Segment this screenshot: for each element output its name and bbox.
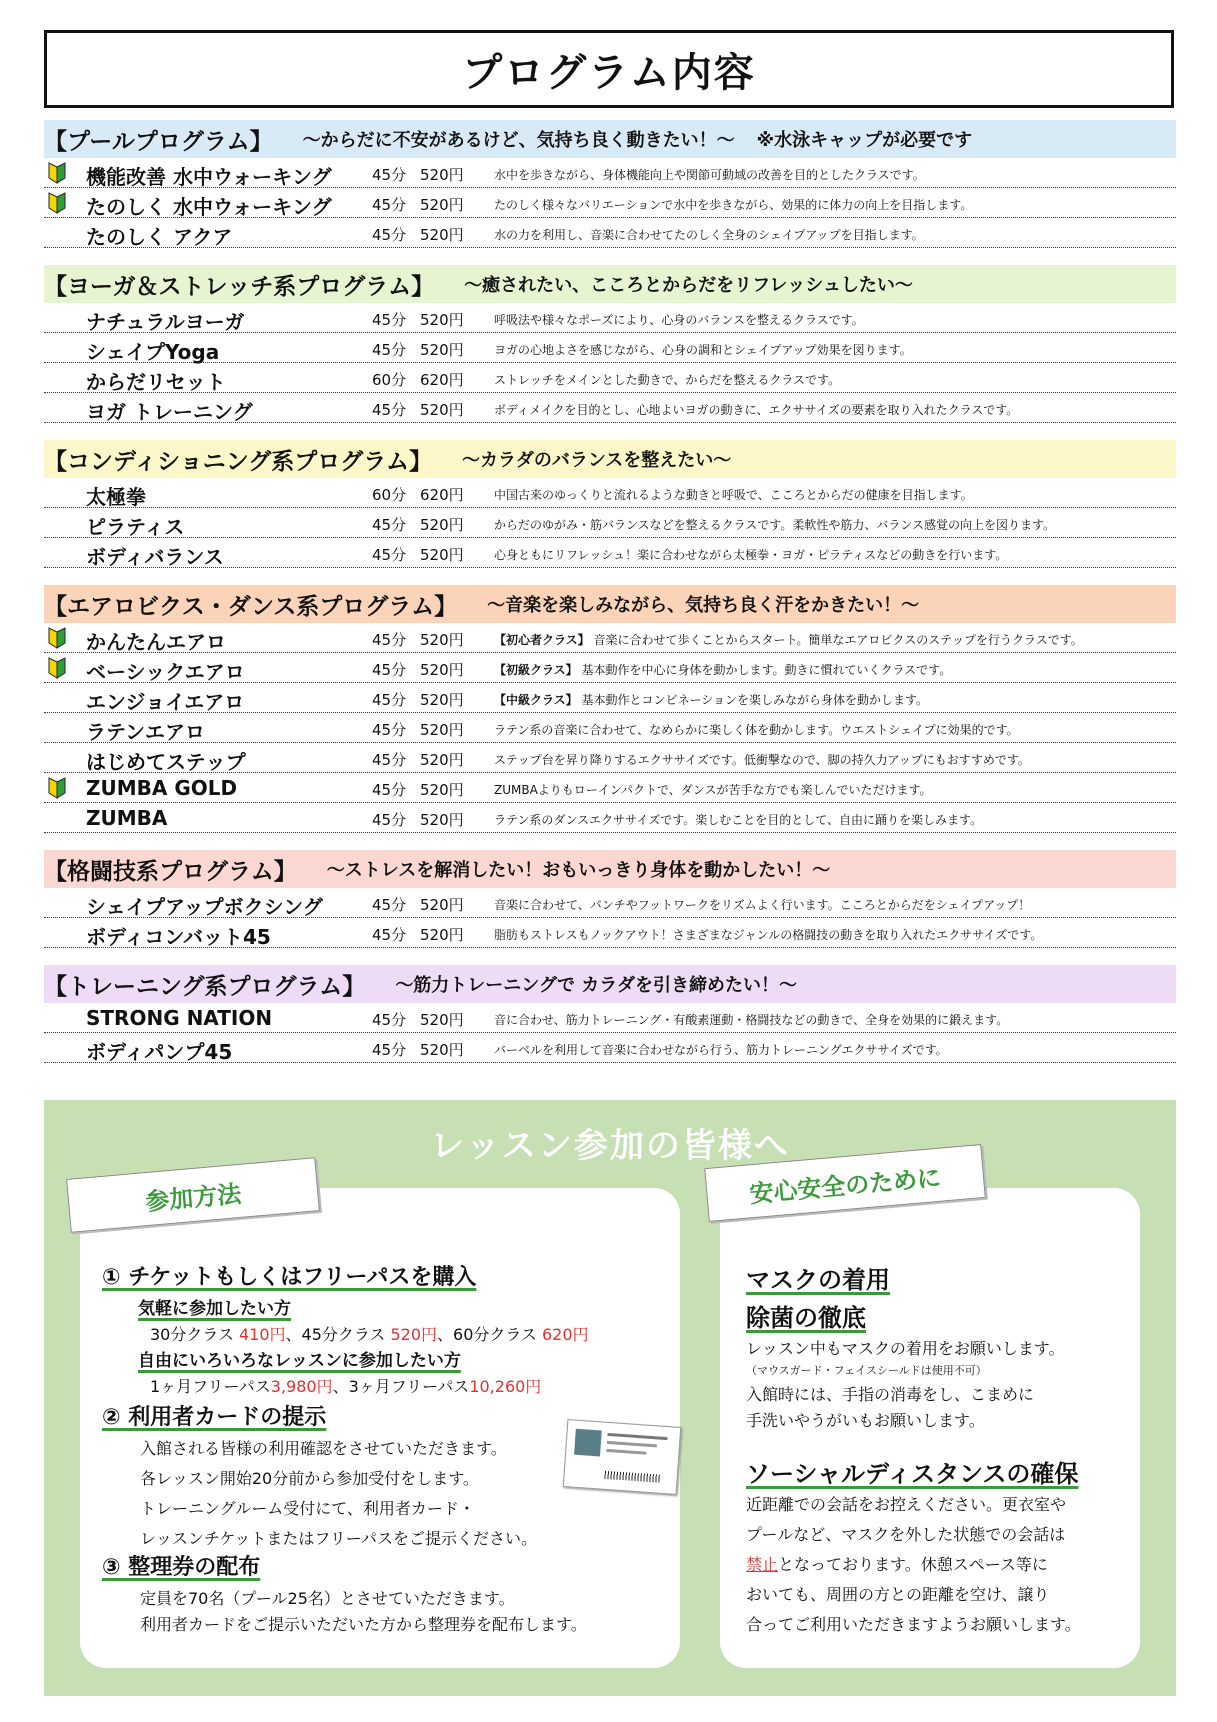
freepass-prices: 1ヶ月フリーパス3,980円、3ヶ月フリーパス10,260円 bbox=[150, 1377, 542, 1396]
distance-text-1: 近距離での会話をお控えください。更衣室や bbox=[746, 1495, 1067, 1514]
program-price: 520円 bbox=[420, 341, 464, 359]
section-subtitle: 〜筋力トレーニングで カラダを引き締めたい！〜 bbox=[395, 975, 798, 996]
casual-heading: 気軽に参加したい方 bbox=[138, 1299, 291, 1319]
program-duration: 45分 bbox=[372, 691, 407, 709]
program-row bbox=[44, 888, 1176, 918]
program-price: 520円 bbox=[420, 896, 464, 914]
section-header bbox=[44, 850, 1176, 888]
program-duration: 45分 bbox=[372, 166, 407, 184]
program-description bbox=[494, 226, 924, 243]
distance-heading: ソーシャルディスタンスの確保 bbox=[746, 1460, 1079, 1488]
program-description bbox=[494, 926, 1042, 943]
section-title: 【格闘技系プログラム】 bbox=[44, 858, 297, 885]
ticket-text-2: 利用者カードをご提示いただいた方から整理券を配布します。 bbox=[140, 1615, 587, 1634]
program-name: ボディバランス bbox=[86, 545, 224, 569]
program-description bbox=[494, 781, 932, 798]
program-row bbox=[44, 653, 1176, 683]
freepass-heading: 自由にいろいろなレッスンに参加したい方 bbox=[138, 1351, 461, 1371]
safety-text-1: レッスン中もマスクの着用をお願いします。 bbox=[746, 1339, 1065, 1358]
section-subtitle: 〜癒されたい、こころとからだをリフレッシュしたい〜 bbox=[464, 275, 913, 296]
section-title: 【プールプログラム】 bbox=[44, 128, 273, 155]
distance-text-2: プールなど、マスクを外した状態での会話は bbox=[746, 1525, 1066, 1544]
safety-banner: 安心安全のために bbox=[704, 1144, 986, 1222]
program-section bbox=[44, 585, 1176, 833]
description-text: 基本動作を中心に身体を動かします。動きに慣れていくクラスです。 bbox=[581, 663, 952, 677]
program-duration: 60分 bbox=[372, 371, 407, 389]
program-price: 520円 bbox=[420, 661, 464, 679]
program-duration: 45分 bbox=[372, 226, 407, 244]
program-section bbox=[44, 120, 1176, 248]
program-name: ボディパンプ45 bbox=[86, 1040, 233, 1064]
beginner-mark-icon bbox=[48, 777, 66, 799]
program-name: ボディコンバット45 bbox=[86, 925, 271, 949]
card-text-3: トレーニングルーム受付にて、利用者カード・ bbox=[140, 1499, 475, 1518]
sanitize-heading: 除菌の徹底 bbox=[746, 1304, 866, 1332]
distance-text-4: おいても、周囲の方との距離を空け、譲り bbox=[746, 1585, 1050, 1604]
beginner-mark-icon bbox=[48, 162, 66, 184]
description-text: ヨガの心地よさを感じながら、心身の調和とシェイプアップ効果を図ります。 bbox=[494, 343, 912, 357]
program-duration: 45分 bbox=[372, 896, 407, 914]
program-duration: 45分 bbox=[372, 196, 407, 214]
card-text-4: レッスンチケットまたはフリーパスをご提示ください。 bbox=[140, 1529, 537, 1548]
program-description bbox=[494, 166, 925, 183]
program-description bbox=[494, 721, 1019, 738]
program-row bbox=[44, 188, 1176, 218]
program-name: ナチュラルヨーガ bbox=[86, 310, 245, 334]
description-text: ステップ台を昇り降りするエクササイズです。低衝撃なので、脚の持久力アップにもおすすめです。 bbox=[494, 753, 1030, 767]
section-header bbox=[44, 585, 1176, 623]
program-price: 520円 bbox=[420, 166, 464, 184]
program-row bbox=[44, 158, 1176, 188]
program-duration: 45分 bbox=[372, 546, 407, 564]
program-name: たのしく アクア bbox=[86, 225, 233, 249]
program-description bbox=[494, 371, 840, 388]
card-text-2: 各レッスン開始20分前から参加受付をします。 bbox=[140, 1469, 479, 1488]
beginner-mark-icon bbox=[48, 657, 66, 679]
description-text: 音楽に合わせて歩くことからスタート。簡単なエアロビクスのステップを行うクラスです。 bbox=[593, 633, 1083, 647]
description-text: 音楽に合わせて、パンチやフットワークをリズムよく行います。こころとからだをシェイプアップ！ bbox=[494, 898, 1031, 912]
member-card-image bbox=[563, 1419, 681, 1495]
program-row bbox=[44, 478, 1176, 508]
section-header bbox=[44, 265, 1176, 303]
program-duration: 45分 bbox=[372, 661, 407, 679]
program-name: たのしく 水中ウォーキング bbox=[86, 195, 332, 219]
safety-note: （マウスガード・フェイスシールドは使用不可） bbox=[746, 1364, 987, 1377]
section-subtitle: 〜カラダのバランスを整えたい〜 bbox=[462, 450, 732, 471]
safety-text-3: 手洗いやうがいもお願いします。 bbox=[746, 1411, 985, 1430]
program-description bbox=[494, 691, 928, 708]
program-row bbox=[44, 743, 1176, 773]
program-description bbox=[494, 401, 1018, 418]
program-section bbox=[44, 440, 1176, 568]
program-price: 520円 bbox=[420, 226, 464, 244]
description-text: 脂肪もストレスもノックアウト！さまざまなジャンルの格闘技の動きを取り入れたエクササイズです。 bbox=[494, 928, 1043, 942]
program-description bbox=[494, 631, 1083, 648]
program-row bbox=[44, 683, 1176, 713]
program-name: ZUMBA bbox=[86, 806, 168, 830]
description-text: バーベルを利用して音楽に合わせながら行う、筋力トレーニングエクササイズです。 bbox=[494, 1043, 948, 1057]
program-duration: 45分 bbox=[372, 1041, 407, 1059]
program-row bbox=[44, 918, 1176, 948]
description-text: たのしく様々なバリエーションで水中を歩きながら、効果的に体力の向上を目指します。 bbox=[494, 198, 973, 212]
beginner-mark-icon bbox=[48, 192, 66, 214]
program-row bbox=[44, 393, 1176, 423]
program-description bbox=[494, 661, 951, 678]
program-duration: 45分 bbox=[372, 341, 407, 359]
program-row bbox=[44, 333, 1176, 363]
description-text: 中国古来のゆっくりと流れるような動きと呼吸で、こころとからだの健康を目指します。 bbox=[494, 488, 973, 502]
program-price: 520円 bbox=[420, 196, 464, 214]
description-text: 呼吸法や様々なポーズにより、心身のバランスを整えるクラスです。 bbox=[494, 313, 864, 327]
program-price: 520円 bbox=[420, 811, 464, 829]
description-text: からだのゆがみ・筋バランスなどを整えるクラスです。柔軟性や筋力、バランス感覚の向上を図ります。 bbox=[494, 518, 1056, 532]
section-subtitle: 〜ストレスを解消したい！おもいっきり身体を動かしたい！〜 bbox=[326, 860, 831, 881]
program-price: 520円 bbox=[420, 1041, 464, 1059]
level-tag: 【初心者クラス】 bbox=[494, 633, 590, 647]
program-price: 520円 bbox=[420, 516, 464, 534]
description-text: 心身ともにリフレッシュ！楽に合わせながら太極拳・ヨガ・ピラティスなどの動きを行います。 bbox=[494, 548, 1008, 562]
how-to-join-banner: 参加方法 bbox=[66, 1157, 320, 1233]
program-description bbox=[494, 311, 864, 328]
program-name: 機能改善 水中ウォーキング bbox=[86, 165, 332, 189]
program-name: エンジョイエアロ bbox=[86, 690, 245, 714]
distance-text-3: 禁止となっております。休憩スペース等に bbox=[746, 1555, 1048, 1574]
description-text: ラテン系のダンスエクササイズです。楽しむことを目的として、自由に踊りを楽しみます。 bbox=[494, 813, 983, 827]
program-duration: 45分 bbox=[372, 1011, 407, 1029]
step-2-heading: ② 利用者カードの提示 bbox=[102, 1405, 327, 1430]
program-name: ピラティス bbox=[86, 515, 185, 539]
single-ticket-prices: 30分クラス 410円、45分クラス 520円、60分クラス 620円 bbox=[150, 1325, 589, 1344]
card-text-1: 入館される皆様の利用確認をさせていただきます。 bbox=[140, 1439, 507, 1458]
section-header bbox=[44, 965, 1176, 1003]
program-name: はじめてステップ bbox=[86, 750, 246, 774]
program-name: シェイプアップボクシング bbox=[86, 895, 323, 919]
page-title: プログラム内容 bbox=[462, 49, 756, 96]
beginner-mark-icon bbox=[48, 627, 66, 649]
ticket-text-1: 定員を70名（プール25名）とさせていただきます。 bbox=[140, 1589, 515, 1608]
program-description bbox=[494, 341, 912, 358]
program-price: 520円 bbox=[420, 721, 464, 739]
program-row bbox=[44, 803, 1176, 833]
mask-heading: マスクの着用 bbox=[746, 1266, 890, 1294]
program-row bbox=[44, 538, 1176, 568]
description-text: 基本動作とコンビネーションを楽しみながら身体を動かします。 bbox=[581, 693, 929, 707]
program-name: からだリセット bbox=[86, 370, 226, 394]
program-duration: 45分 bbox=[372, 811, 407, 829]
notice-panel bbox=[44, 1100, 1176, 1696]
program-name: シェイプYoga bbox=[86, 340, 220, 364]
section-note: ※水泳キャップが必要です bbox=[756, 130, 973, 151]
program-description bbox=[494, 516, 1055, 533]
program-row bbox=[44, 303, 1176, 333]
safety-text-2: 入館時には、手指の消毒をし、こまめに bbox=[746, 1385, 1035, 1404]
level-tag: 【中級クラス】 bbox=[494, 693, 578, 707]
program-duration: 45分 bbox=[372, 311, 407, 329]
program-price: 520円 bbox=[420, 751, 464, 769]
program-row bbox=[44, 773, 1176, 803]
program-description bbox=[494, 486, 973, 503]
program-name: ラテンエアロ bbox=[86, 720, 205, 744]
program-price: 520円 bbox=[420, 311, 464, 329]
program-price: 620円 bbox=[420, 486, 464, 504]
program-description bbox=[494, 751, 1030, 768]
program-duration: 45分 bbox=[372, 721, 407, 739]
program-description bbox=[494, 546, 1007, 563]
section-title: 【エアロビクス・ダンス系プログラム】 bbox=[44, 593, 458, 620]
program-name: ヨガ トレーニング bbox=[86, 400, 253, 424]
program-name: 太極拳 bbox=[86, 485, 146, 509]
program-row bbox=[44, 218, 1176, 248]
description-text: ラテン系の音楽に合わせて、なめらかに楽しく体を動かします。ウエストシェイプに効果的です。 bbox=[494, 723, 1019, 737]
program-row bbox=[44, 713, 1176, 743]
program-row bbox=[44, 363, 1176, 393]
program-row bbox=[44, 623, 1176, 653]
section-header bbox=[44, 120, 1176, 158]
program-description bbox=[494, 1011, 1008, 1028]
description-text: 音に合わせ、筋力トレーニング・有酸素運動・格闘技などの動きで、全身を効果的に鍛えます。 bbox=[494, 1013, 1009, 1027]
description-text: ZUMBAよりもローインパクトで、ダンスが苦手な方でも楽しんでいただけます。 bbox=[494, 783, 932, 797]
program-description bbox=[494, 896, 1030, 913]
description-text: 水中を歩きながら、身体機能向上や関節可動域の改善を目的としたクラスです。 bbox=[494, 168, 925, 182]
program-row bbox=[44, 508, 1176, 538]
program-row bbox=[44, 1033, 1176, 1063]
program-price: 520円 bbox=[420, 546, 464, 564]
section-title: 【コンディショニング系プログラム】 bbox=[44, 448, 433, 475]
program-description bbox=[494, 196, 972, 213]
program-section bbox=[44, 850, 1176, 948]
section-subtitle: 〜音楽を楽しみながら、気持ち良く汗をかきたい！〜 bbox=[487, 595, 920, 616]
program-price: 520円 bbox=[420, 401, 464, 419]
program-duration: 45分 bbox=[372, 631, 407, 649]
step-3-heading: ③ 整理券の配布 bbox=[102, 1555, 261, 1580]
level-tag: 【初級クラス】 bbox=[494, 663, 578, 677]
section-title: 【ヨーガ＆ストレッチ系プログラム】 bbox=[44, 273, 435, 300]
section-subtitle: 〜からだに不安があるけど、気持ち良く動きたい！〜 bbox=[302, 130, 735, 151]
program-duration: 45分 bbox=[372, 926, 407, 944]
program-duration: 60分 bbox=[372, 486, 407, 504]
distance-text-5: 合ってご利用いただきますようお願いします。 bbox=[746, 1615, 1081, 1634]
page-title-box bbox=[44, 30, 1174, 108]
program-name: かんたんエアロ bbox=[86, 630, 226, 654]
program-duration: 45分 bbox=[372, 751, 407, 769]
program-description bbox=[494, 1041, 948, 1058]
program-price: 520円 bbox=[420, 691, 464, 709]
how-to-join-card bbox=[80, 1188, 680, 1668]
program-duration: 45分 bbox=[372, 401, 407, 419]
program-name: STRONG NATION bbox=[86, 1006, 273, 1030]
program-price: 520円 bbox=[420, 781, 464, 799]
description-text: ストレッチをメインとした動きで、からだを整えるクラスです。 bbox=[494, 373, 841, 387]
program-description bbox=[494, 811, 982, 828]
program-duration: 45分 bbox=[372, 781, 407, 799]
program-name: ベーシックエアロ bbox=[86, 660, 245, 684]
program-name: ZUMBA GOLD bbox=[86, 776, 238, 800]
section-title: 【トレーニング系プログラム】 bbox=[44, 973, 366, 1000]
description-text: ボディメイクを目的とし、心地よいヨガの動きに、エクササイズの要素を取り入れたクラスです。 bbox=[494, 403, 1019, 417]
safety-card bbox=[720, 1188, 1140, 1668]
section-header bbox=[44, 440, 1176, 478]
program-price: 520円 bbox=[420, 631, 464, 649]
program-price: 520円 bbox=[420, 926, 464, 944]
notice-panel-title: レッスン参加の皆様へ bbox=[430, 1126, 790, 1166]
step-1-heading: ① チケットもしくはフリーパスを購入 bbox=[102, 1265, 477, 1290]
program-price: 620円 bbox=[420, 371, 464, 389]
description-text: 水の力を利用し、音楽に合わせてたのしく全身のシェイプアップを目指します。 bbox=[494, 228, 924, 242]
program-duration: 45分 bbox=[372, 516, 407, 534]
program-section bbox=[44, 265, 1176, 423]
program-section bbox=[44, 965, 1176, 1063]
program-price: 520円 bbox=[420, 1011, 464, 1029]
program-row bbox=[44, 1003, 1176, 1033]
